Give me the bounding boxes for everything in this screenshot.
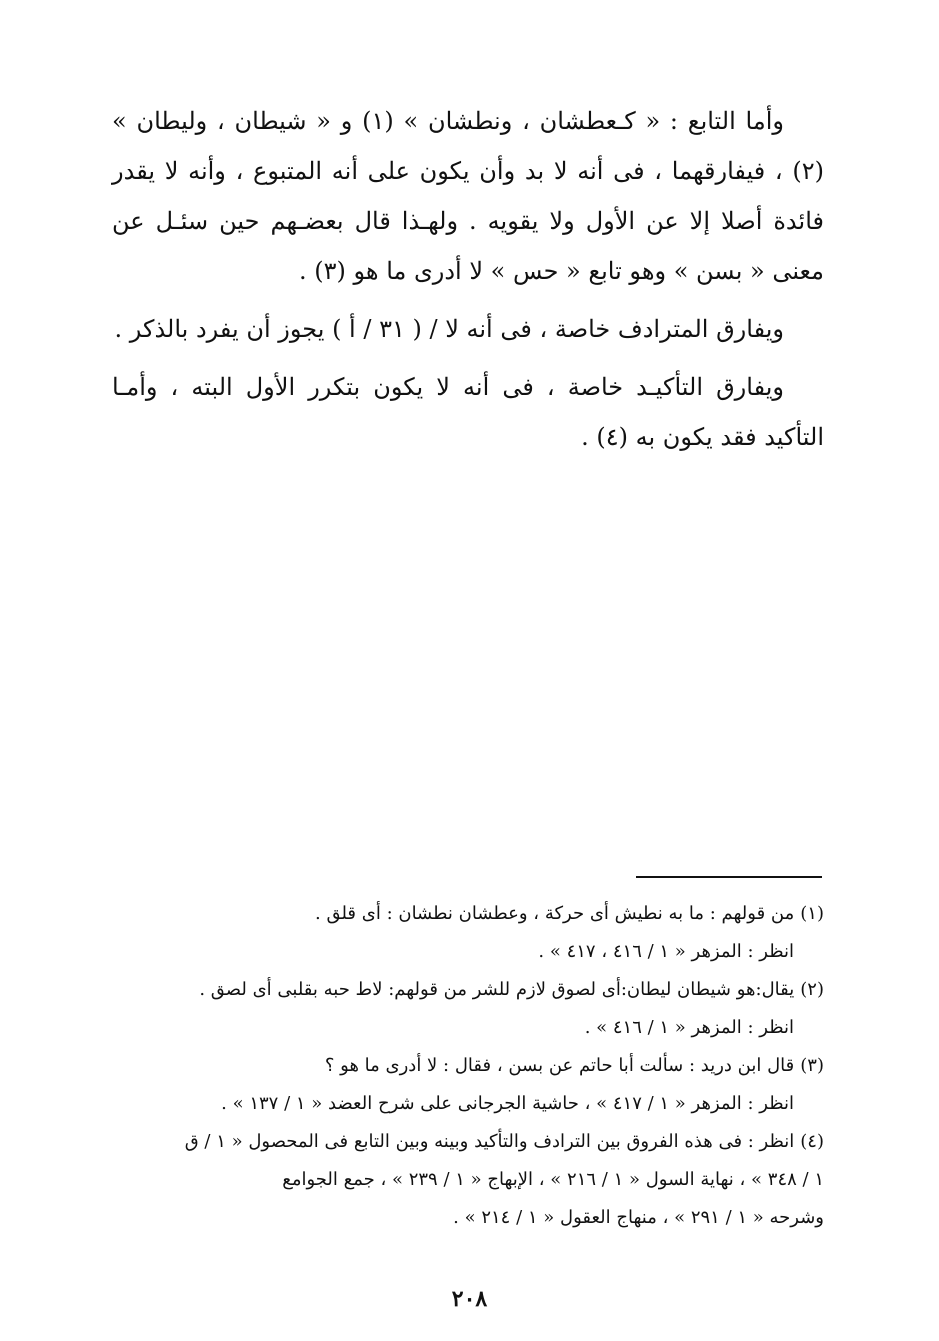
- footnote-4-number: (٤): [800, 1131, 824, 1152]
- footnote-2: [112, 971, 824, 1047]
- footnote-1-text: من قولهم : ما به نطيش أى حركة ، وعطشان نطشان : أى قلق .: [315, 903, 795, 924]
- footnote-1-number: (١): [800, 903, 824, 924]
- footnote-4-text-line-3: وشرحه « ١ / ٢٩١ » ، منهاج العقول « ١ / ٢١٤ » .: [453, 1207, 824, 1228]
- footnote-4-text-line-2: ١ / ٣٤٨ » ، نهاية السول « ١ / ٢١٦ » ، الإبهاج « ١ / ٢٣٩ » ، جمع الجوامع: [282, 1169, 824, 1190]
- footnote-4-line: [112, 1123, 824, 1161]
- footnote-3-number: (٣): [800, 1055, 824, 1076]
- footnote-3: [112, 1047, 824, 1123]
- paragraph-3: ويفارق التأكيـد خاصة ، فى أنه لا يكون بتكرر الأول البته ، وأمـا التأكيد فقد يكون به (٤) .: [112, 373, 824, 451]
- footnote-4-text-line-1: انظر : فى هذه الفروق بين الترادف والتأكيد وبينه وبين التابع فى المحصول « ١ / ق: [184, 1131, 795, 1152]
- footnote-1-reference: انظر : المزهر « ١ / ٤١٦ ، ٤١٧ » .: [538, 941, 794, 962]
- footnote-4: [112, 1123, 824, 1237]
- paragraph-1: وأما التابع : « كـعطشان ، ونطشان » (١) و « شيطان ، وليطان » (٢) ، فيفارقهما ، فى أنه لا بد وأن يكون على أنه المتبوع ، وأنه لا يقدر فائدة أصلا إلا عن الأول ولا يقويه . ولهـذا قال بعضـهم حين سئـل عن معنى « بسن » وهو تابع « حس » لا أدرى ما هو (٣) .: [112, 107, 824, 285]
- footnote-3-line: [112, 1047, 824, 1085]
- footnote-1: [112, 895, 824, 971]
- footnote-3-text: قال ابن دريد : سألت أبا حاتم عن بسن ، فقال : لا أدرى ما هو ؟: [324, 1055, 795, 1076]
- footnote-1-line: [112, 895, 824, 933]
- paragraph-2: ويفارق المترادف خاصة ، فى أنه لا / ( ٣١ / أ ) يجوز أن يفرد بالذكر .: [114, 315, 784, 343]
- footnote-2-line: [112, 971, 824, 1009]
- footnote-2-text: يقال:هو شيطان ليطان:أى لصوق لازم للشر من قولهم: لاط حبه بقلبى أى لصق .: [199, 979, 795, 1000]
- footnotes-section: [112, 895, 824, 1237]
- footnote-divider: [636, 876, 822, 878]
- main-body-text: [112, 96, 824, 470]
- page-number: ٢٠٨: [451, 1286, 488, 1312]
- footnote-2-reference: انظر : المزهر « ١ / ٤١٦ » .: [584, 1017, 794, 1038]
- footnote-3-reference: انظر : المزهر « ١ / ٤١٧ » ، حاشية الجرجانى على شرح العضد « ١ / ١٣٧ » .: [221, 1093, 794, 1114]
- footnote-2-number: (٢): [800, 979, 824, 1000]
